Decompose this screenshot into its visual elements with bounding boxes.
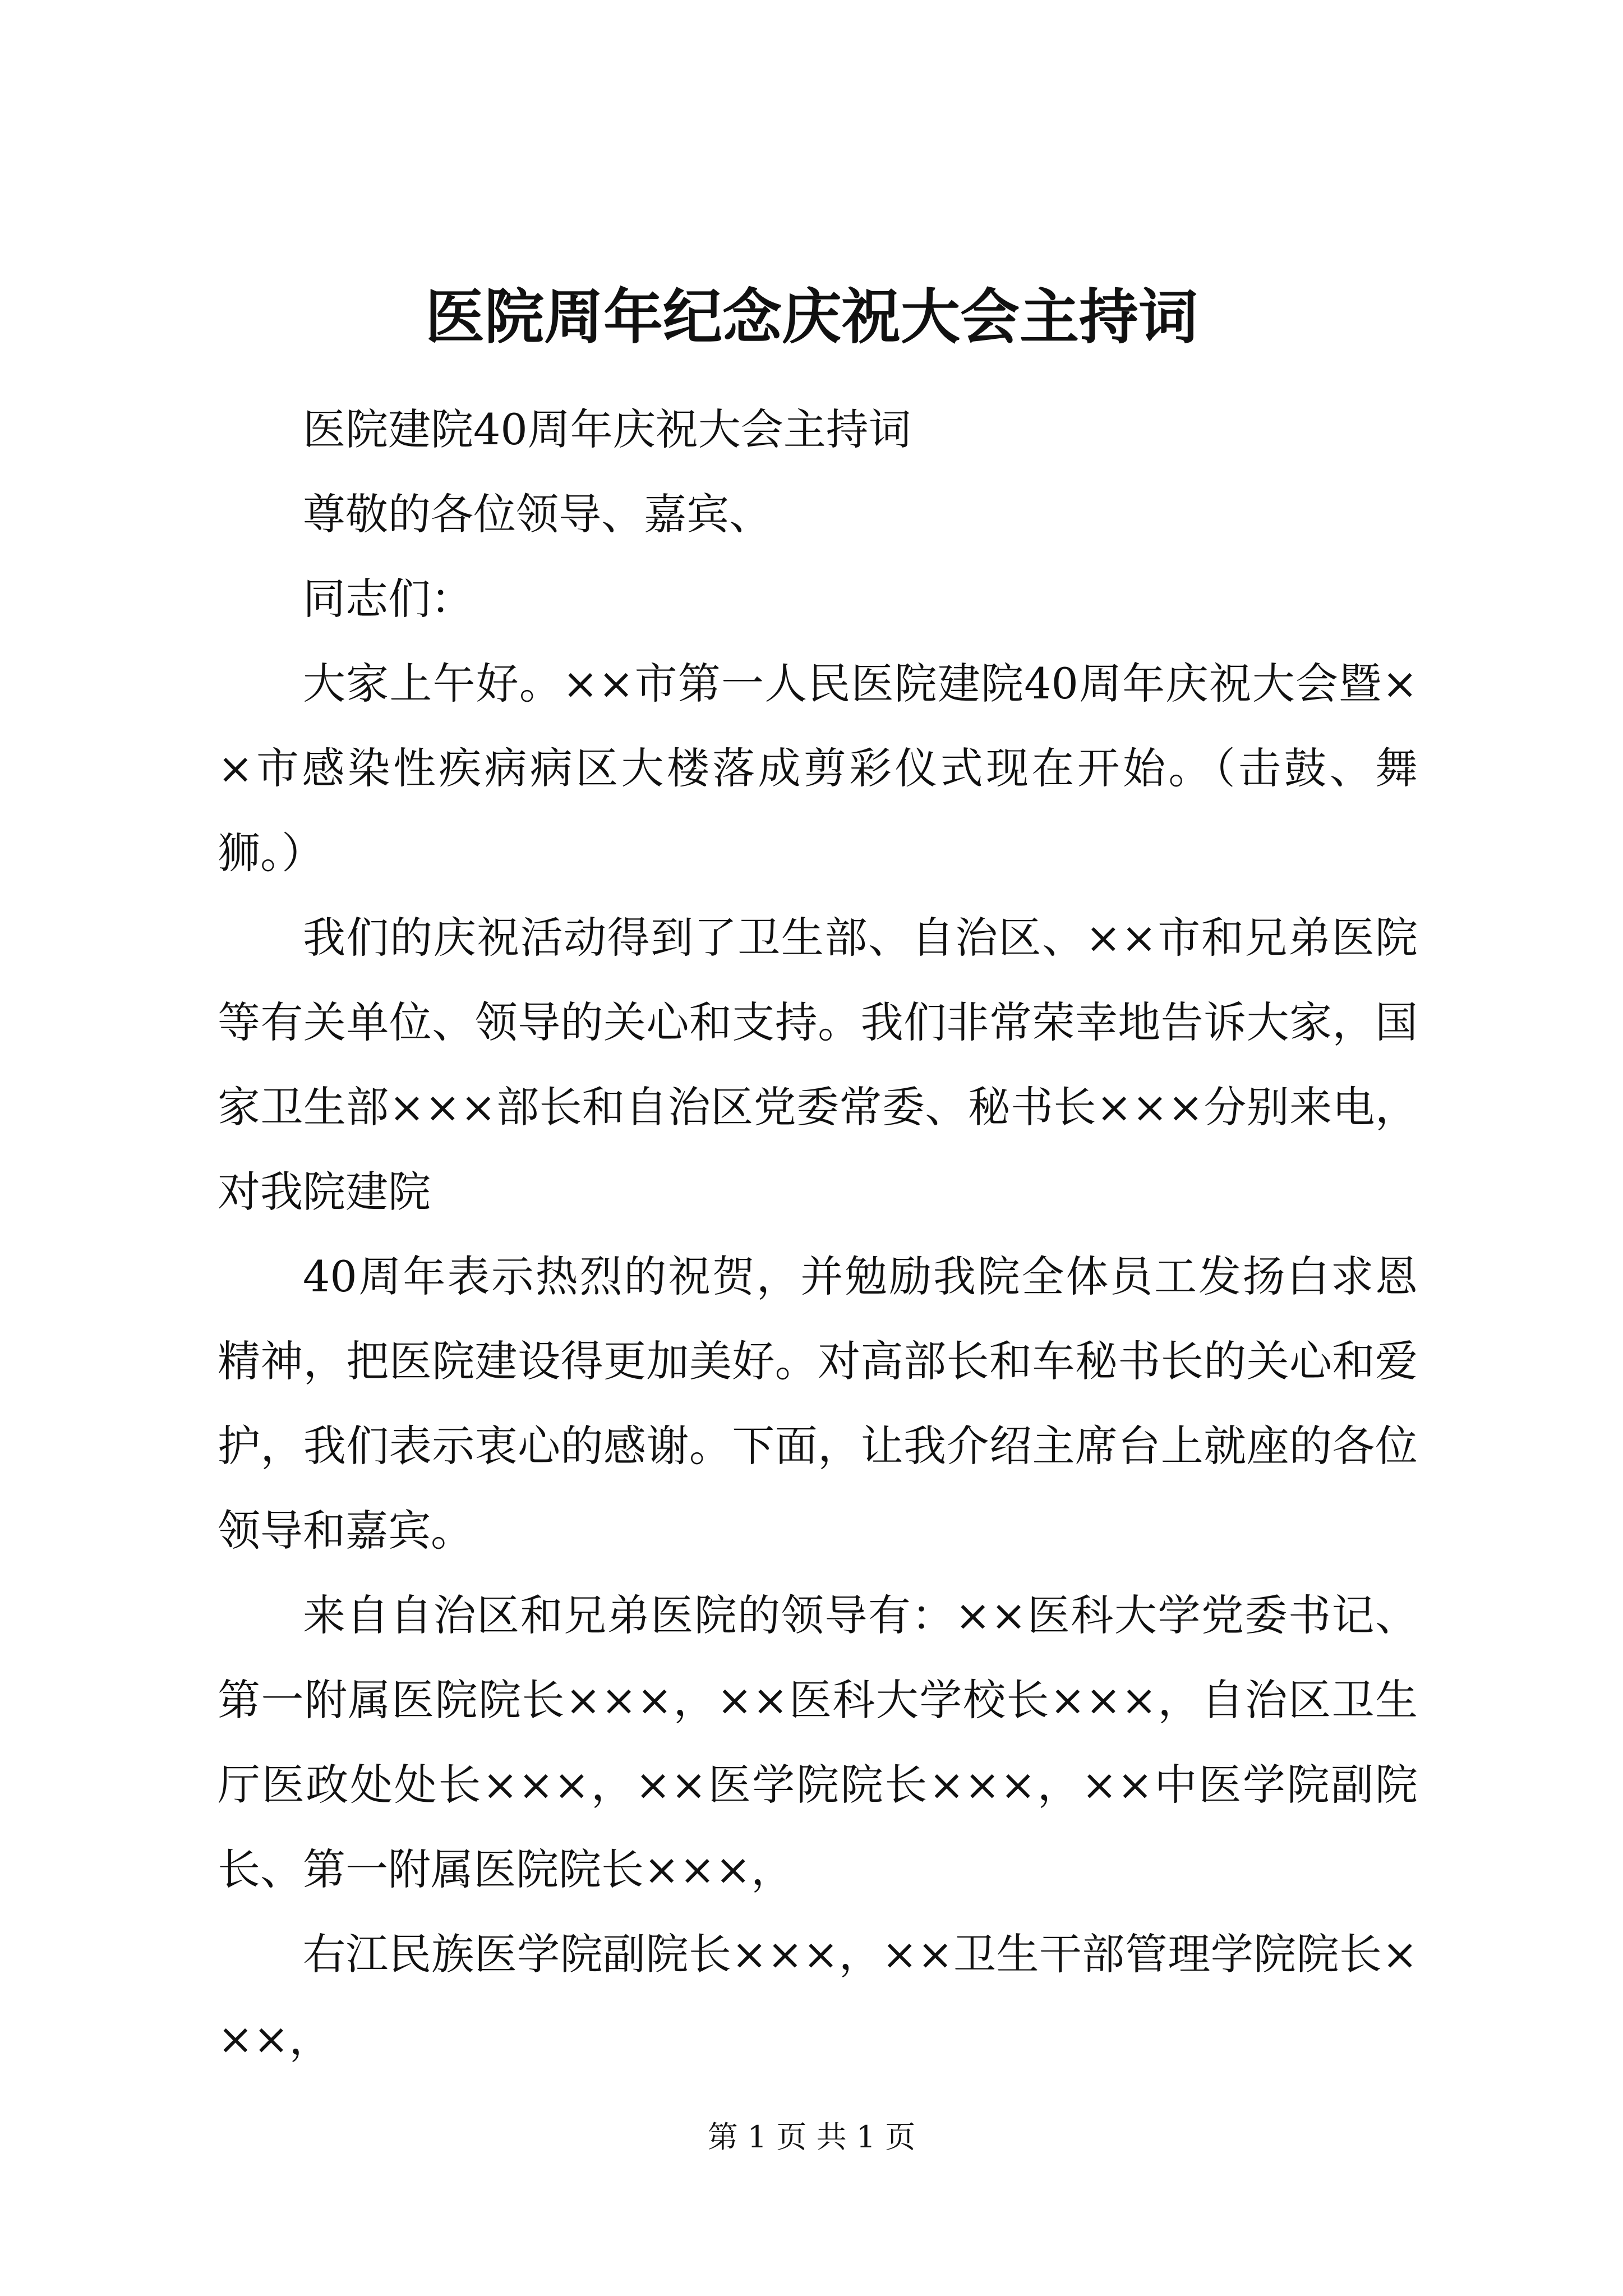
page-footer: 第 1 页 共 1 页: [707, 2119, 916, 2155]
paragraph-opening: 大家上午好。××市第一人民医院建院40周年庆祝大会暨××市感染性疾病病区大楼落成剪彩仪式现在开始。（击鼓、舞狮。）: [218, 659, 1418, 878]
paragraph-salutation: 尊敬的各位领导、嘉宾、: [303, 489, 772, 539]
paragraph-congratulations: 40周年表示热烈的祝贺，并勉励我院全体员工发扬白求恩精神，把医院建设得更加美好。对高部长和车秘书长的关心和爱护，我们表示衷心的感谢。下面，让我介绍主席台上就座的各位领导和嘉宾。: [218, 1251, 1418, 1556]
document-title: 医院周年纪念庆祝大会主持词: [425, 282, 1198, 352]
paragraph-subtitle: 医院建院40周年庆祝大会主持词: [303, 404, 911, 454]
paragraph-guests-2: 右江民族医学院副院长×××，××卫生干部管理学院院长×××，: [218, 1929, 1418, 2064]
document-body: [218, 387, 1418, 2081]
paragraph-support: 我们的庆祝活动得到了卫生部、自治区、××市和兄弟医院等有关单位、领导的关心和支持。我们非常荣幸地告诉大家，国家卫生部×××部长和自治区党委常委、秘书长×××分别来电，对我院建院: [218, 913, 1418, 1217]
paragraph-salutation-2: 同志们：: [303, 574, 473, 624]
paragraph-guests: 来自自治区和兄弟医院的领导有：××医科大学党委书记、第一附属医院院长×××，××医科大学校长×××，自治区卫生厅医政处处长×××，××医学院院长×××，××中医学院副院长、第一附属医院院长×××，: [218, 1590, 1418, 1894]
